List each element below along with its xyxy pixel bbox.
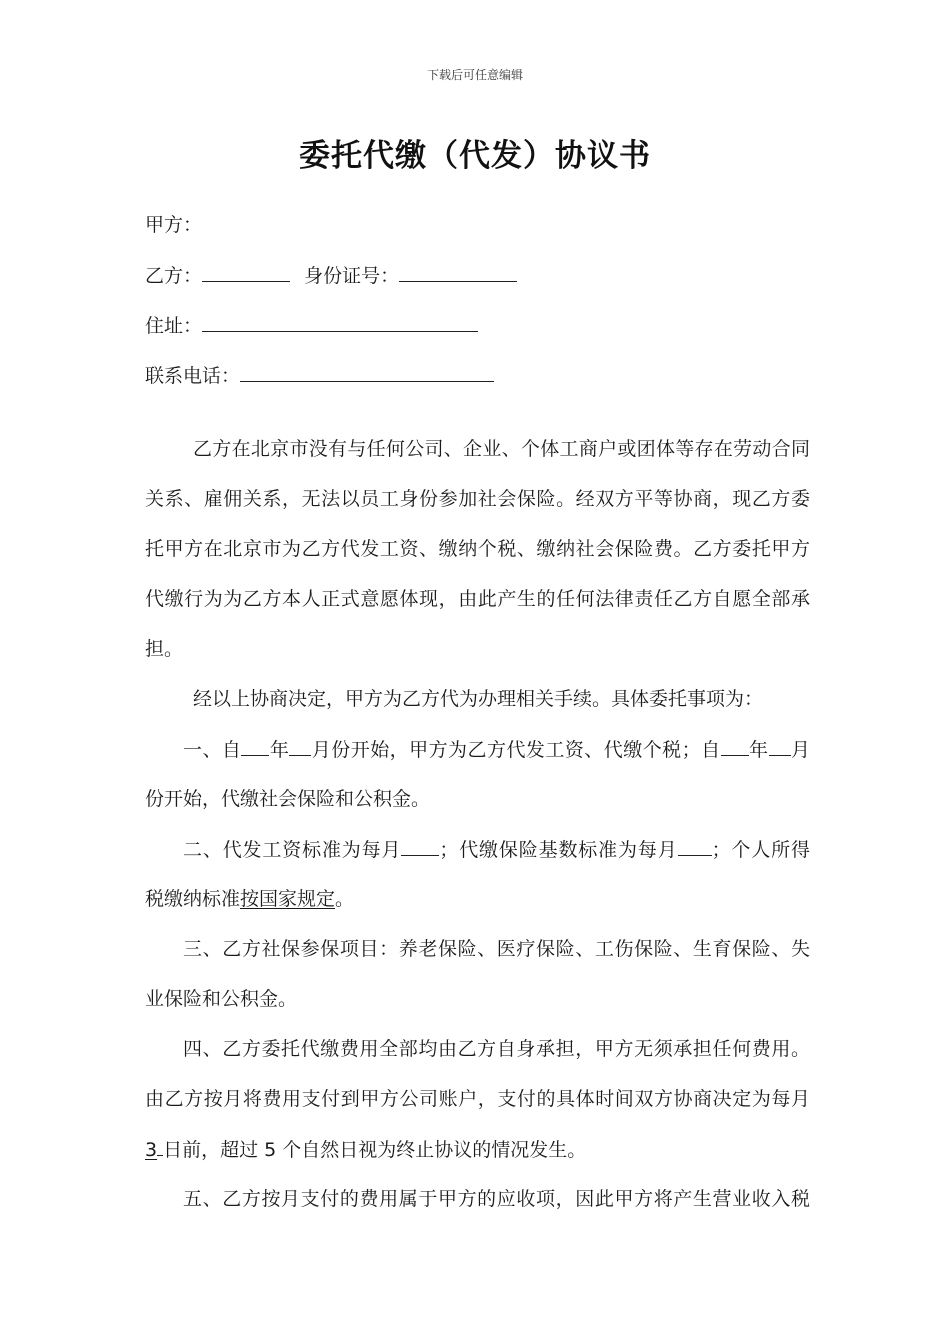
- item-2-base-blank: [678, 835, 712, 856]
- item-2-line-2: [145, 885, 810, 913]
- item-4-day-number: 3: [145, 1139, 158, 1161]
- item-1-mid-text: 月份开始，甲方为乙方代发工资、代缴个税；自: [311, 739, 721, 761]
- intro-line-3: 托甲方在北京市为乙方代发工资、缴纳个税、缴纳社会保险费。乙方委托甲方: [145, 538, 810, 560]
- id-number-blank: [399, 261, 517, 282]
- document-title: 委托代缴（代发）协议书: [299, 138, 651, 174]
- item-1-month-blank-2: [769, 735, 791, 756]
- intro-line-5: 担。: [145, 638, 184, 660]
- phone-blank: [240, 361, 494, 382]
- item-2-tax-standard-text: 税缴纳标准: [145, 888, 241, 910]
- header-note: 下载后可任意编辑: [426, 68, 523, 82]
- address-label: 住址：: [145, 315, 203, 337]
- item-4-line-1: 四、乙方委托代缴费用全部均由乙方自身承担，甲方无须承担任何费用。: [183, 1038, 810, 1060]
- item-2-base-text: ；代缴保险基数标准为每月: [439, 839, 678, 861]
- item-1-year-text-1: 年: [269, 739, 290, 761]
- item-1-month-text: 月: [790, 739, 810, 761]
- phone-label: 联系电话：: [145, 365, 241, 387]
- item-1-year-text-2: 年: [748, 739, 769, 761]
- id-number-label: 身份证号：: [304, 265, 400, 287]
- phone-line: [145, 361, 810, 390]
- item-1-from-text: 一、自: [183, 739, 242, 761]
- party-b-name-blank: [202, 261, 290, 282]
- party-b-line: [145, 261, 810, 290]
- item-2-line-1: [145, 835, 810, 864]
- item-1-line-2: 份开始，代缴社会保险和公积金。: [145, 788, 431, 810]
- item-2-period: 。: [335, 888, 355, 910]
- intro-line-1: 乙方在北京市没有与任何公司、企业、个体工商户或团体等存在劳动合同: [193, 438, 810, 460]
- party-a-label: 甲方：: [145, 214, 203, 236]
- decision-line: 经以上协商决定，甲方为乙方代为办理相关手续。具体委托事项为：: [193, 688, 764, 710]
- item-4-line-2: 由乙方按月将费用支付到甲方公司账户，支付的具体时间双方协商决定为每月: [145, 1088, 810, 1110]
- party-a-line: [145, 211, 810, 239]
- item-4-deadline-text: 日前，超过 5 个自然日视为终止协议的情况发生。: [163, 1139, 587, 1161]
- address-blank: [202, 311, 478, 332]
- item-2-salary-text: 二、代发工资标准为每月: [183, 839, 402, 861]
- item-2-salary-blank: [401, 835, 439, 856]
- item-1-month-blank-1: [289, 735, 311, 756]
- intro-line-2: 关系、雇佣关系，无法以员工身份参加社会保险。经双方平等协商，现乙方委: [145, 488, 810, 510]
- item-3-line-1: 三、乙方社保参保项目：养老保险、医疗保险、工伤保险、生育保险、失: [183, 938, 810, 960]
- item-5-line-1: 五、乙方按月支付的费用属于甲方的应收项，因此甲方将产生营业收入税: [183, 1188, 810, 1210]
- item-1-year-blank-1: [241, 735, 269, 756]
- item-2-national-rule-text: 按国家规定: [240, 888, 336, 910]
- item-4-line-3: [145, 1135, 810, 1164]
- item-2-tax-text: ；个人所得: [711, 839, 810, 861]
- party-b-label: 乙方：: [145, 265, 203, 287]
- address-line: [145, 311, 810, 340]
- intro-line-4: 代缴行为为乙方本人正式意愿体现，由此产生的任何法律责任乙方自愿全部承: [145, 588, 810, 610]
- item-1-year-blank-2: [721, 735, 749, 756]
- item-1-line-1: [145, 735, 810, 764]
- item-3-line-2: 业保险和公积金。: [145, 988, 298, 1010]
